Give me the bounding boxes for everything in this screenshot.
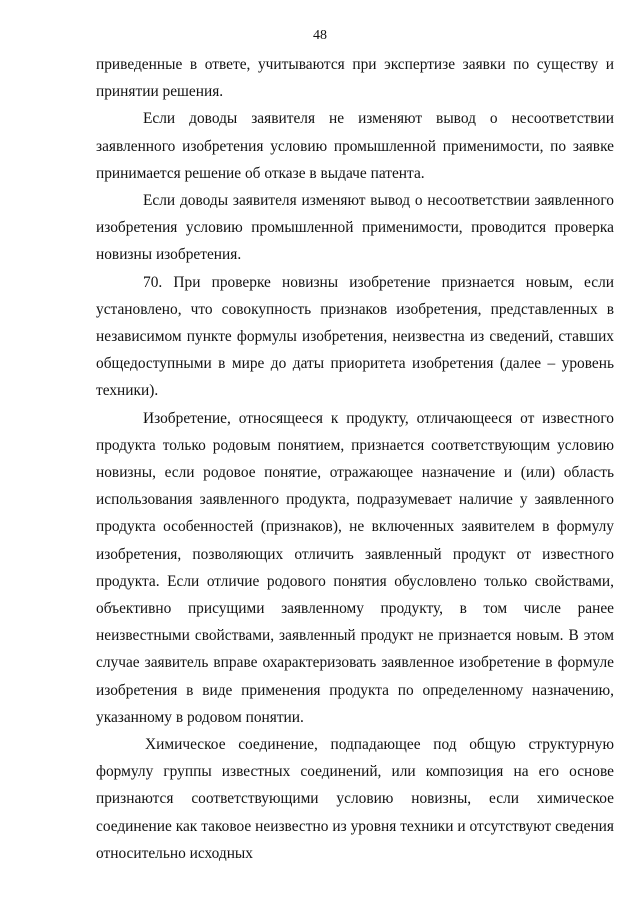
- paragraph-novelty-check: Если доводы заявителя изменяют вывод о несоответствии заявленного изобретения условию промышленной применимости, проводится проверка новизны изобретения.: [96, 192, 614, 264]
- paragraph-product-generic-concept: Изобретение, относящееся к продукту, отличающееся от известного продукта только родовым понятием, признается соответствующим условию новизны, если родовое понятие, отражающее назначение и (или) область использования заявленного продукта, подразумевает наличие у заявленного продукта особенностей (признаков), не включенных заявителем в формулу изобретения, позволяющих отличить заявленный продукт от известного продукта. Если отличие родового понятия обусловлено только свойствами, объективно присущими заявленному продукту, в том числе ранее неизвестными свойствами, заявленный продукт не признается новым. В этом случае заявитель вправе охарактеризовать заявленное изобретение в формуле изобретения в виде применения продукта по определенному назначению, указанному в родовом понятии.: [96, 409, 614, 726]
- paragraph-refusal-decision: Если доводы заявителя не изменяют вывод о несоответствии заявленного изобретения условию промышленной применимости, по заявке принимается решение об отказе в выдаче патента.: [96, 110, 614, 182]
- document-body: [96, 51, 614, 867]
- page-number: 48: [313, 28, 327, 43]
- paragraph-continuation: приведенные в ответе, учитываются при экспертизе заявки по существу и принятии решения.: [96, 56, 614, 101]
- paragraph-chemical-compound: Химическое соединение, подпадающее под общую структурную формулу группы известных соединений, или композиция на его основе признаются соответствующими условию новизны, если химическое соединение как таковое неизвестно из уровня техники и отсутствуют сведения относительно исходных: [96, 736, 614, 862]
- paragraph-item-70: 70. При проверке новизны изобретение признается новым, если установлено, что совокупность признаков изобретения, представленных в независимом пункте формулы изобретения, неизвестна из сведений, ставших общедоступными в мире до даты приоритета изобретения (далее – уровень техники).: [96, 273, 614, 400]
